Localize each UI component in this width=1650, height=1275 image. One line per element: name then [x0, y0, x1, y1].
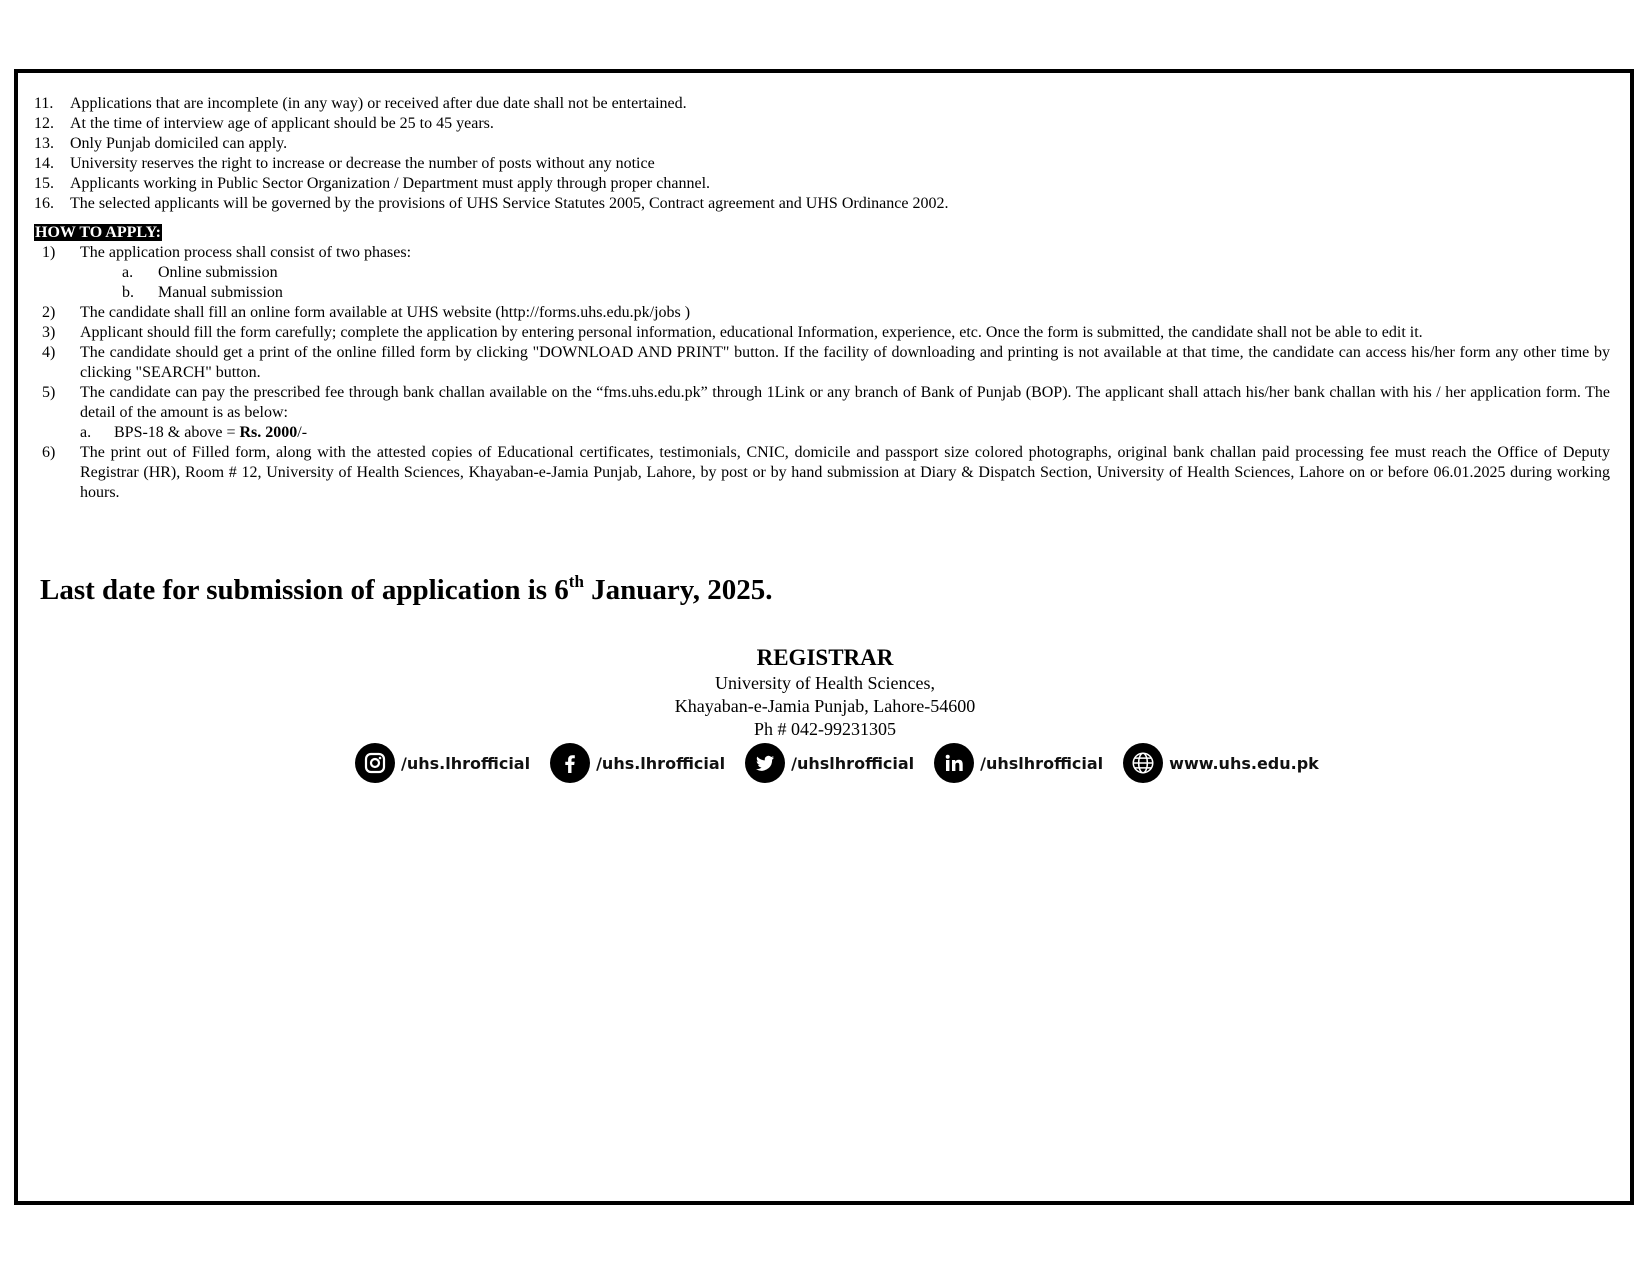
list-item: b. Manual submission — [122, 284, 283, 301]
social-links — [355, 742, 1339, 784]
twitter-link[interactable]: /uhslhrofficial — [745, 743, 914, 783]
list-item: 16. The selected applicants will be governed by the provisions of UHS Service Statutes 2005, Contract agreement and UHS Ordinance 2002. — [34, 195, 949, 212]
facebook-link[interactable]: /uhs.lhrofficial — [550, 743, 725, 783]
phone-number: Ph # 042-99231305 — [753, 719, 896, 739]
list-item: a. Online submission — [122, 264, 278, 281]
linkedin-link[interactable]: /uhslhrofficial — [934, 743, 1103, 783]
document-body — [34, 94, 1610, 503]
how-to-apply-list — [34, 243, 1610, 503]
registrar-title: REGISTRAR — [756, 645, 894, 670]
list-item: 4) The candidate should get a print of the online filled form by clicking "DOWNLOAD AND PRINT" button. If the facility of downloading and printing is not available at that time, the candidate can access his/her form any other time by clicking "SEARCH" button. — [42, 344, 1610, 381]
instagram-link[interactable]: /uhs.lhrofficial — [355, 743, 530, 783]
list-item: 11. Applications that are incomplete (in any way) or received after due date shall not be entertained. — [34, 95, 687, 112]
website-link[interactable]: www.uhs.edu.pk — [1123, 743, 1319, 783]
list-item: 12. At the time of interview age of applicant should be 25 to 45 years. — [34, 115, 494, 132]
list-item: 6) The print out of Filled form, along with the attested copies of Educational certificates, testimonials, CNIC, domicile and passport size colored photographs, original bank challan paid processing fee must reach the Office of Deputy Registrar (HR), Room # 12, University of Health Sciences, Khayaban-e-Jamia Punjab, Lahore, by post or by hand submission at Diary & Dispatch Section, University of Health Sciences, Lahore on or before 06.01.2025 during working hours. — [42, 444, 1610, 501]
registrar-signature-block — [0, 644, 1650, 741]
deadline-notice: Last date for submission of application is 6th January, 2025. — [40, 572, 773, 606]
linkedin-icon — [934, 743, 974, 783]
university-name: University of Health Sciences, — [715, 673, 935, 693]
twitter-icon — [745, 743, 785, 783]
list-item: 5) The candidate can pay the prescribed fee through bank challan available on the “fms.uhs.edu.pk” through 1Link or any branch of Bank of Punjab (BOP). The applicant shall attach his/her bank challan with his / her application form. The detail of the amount is as below: — [42, 384, 1610, 421]
facebook-icon — [550, 743, 590, 783]
instagram-icon — [355, 743, 395, 783]
list-item: 2) The candidate shall fill an online form available at UHS website (http://forms.uhs.edu.pk/jobs ) — [42, 304, 691, 321]
address: Khayaban-e-Jamia Punjab, Lahore-54600 — [674, 696, 976, 716]
list-item: 1) The application process shall consist of two phases: — [42, 244, 412, 261]
how-to-apply-heading: HOW TO APPLY: — [35, 224, 161, 241]
globe-icon — [1123, 743, 1163, 783]
list-item: 13. Only Punjab domiciled can apply. — [34, 135, 288, 152]
how-to-apply-heading-row — [34, 223, 1610, 243]
fee-amount: Rs. 2000 — [239, 424, 298, 441]
conditions-list — [34, 94, 1610, 214]
list-item: 15. Applicants working in Public Sector Organization / Department must apply through proper channel. — [34, 175, 711, 192]
list-item: 14. University reserves the right to increase or decrease the number of posts without any notice — [34, 155, 655, 172]
list-item: 3) Applicant should fill the form carefully; complete the application by entering personal information, educational Information, experience, etc. Once the form is submitted, the candidate shall not be able to edit it. — [42, 324, 1423, 341]
fee-item: a. BPS-18 & above = Rs. 2000/- — [80, 424, 308, 441]
